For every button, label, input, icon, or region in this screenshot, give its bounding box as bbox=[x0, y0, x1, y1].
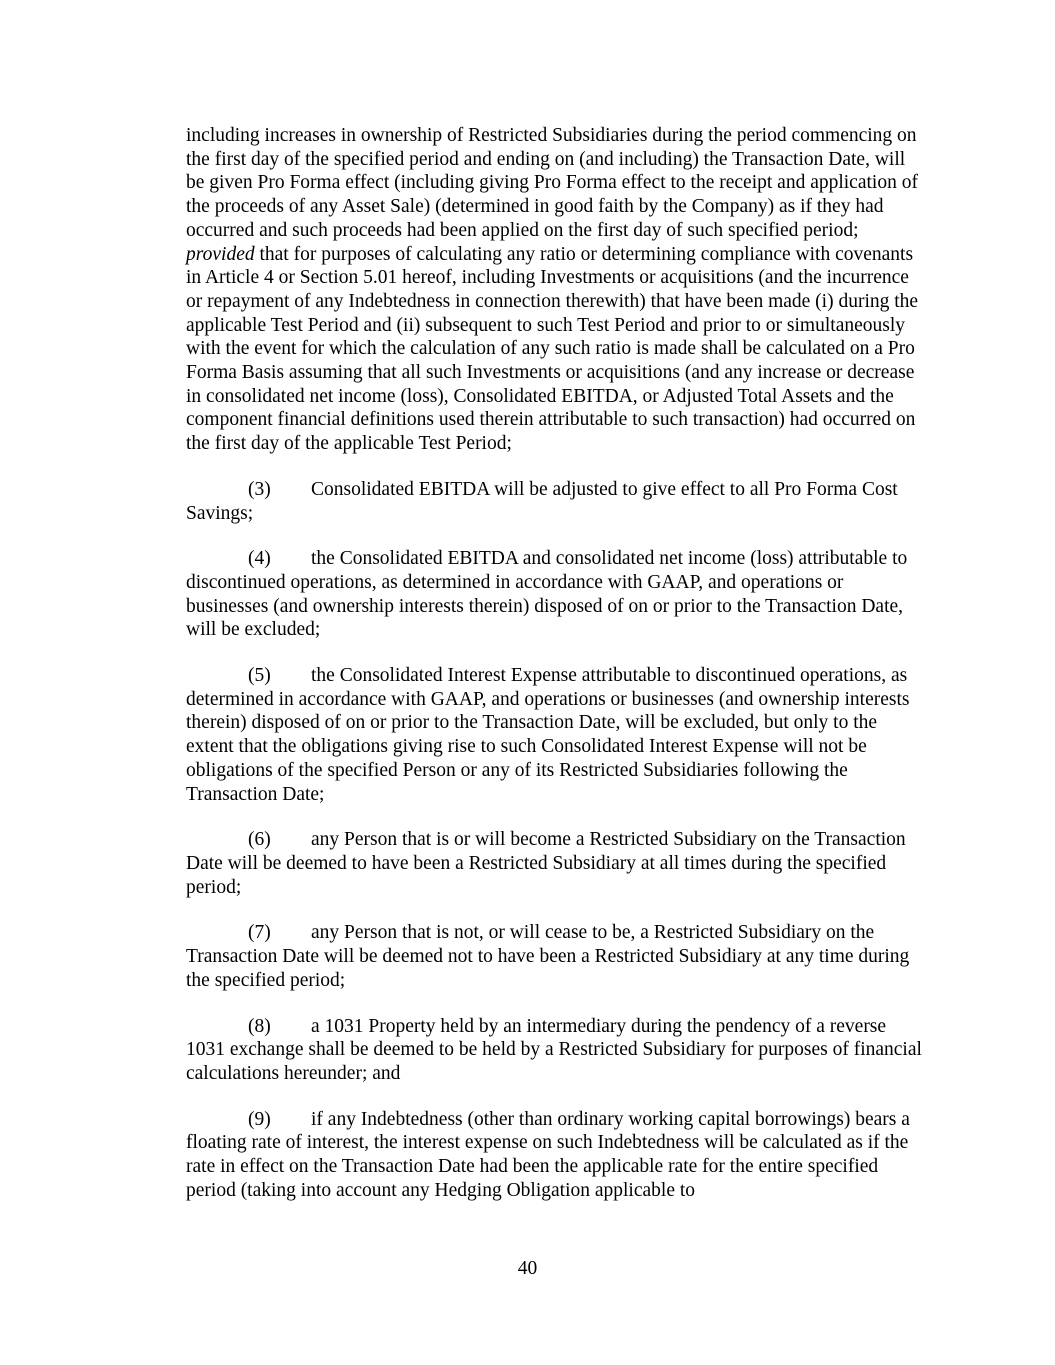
clause-6 bbox=[186, 828, 924, 899]
page-number: 40 bbox=[517, 1258, 538, 1279]
clause-text: Consolidated EBITDA will be adjusted to give effect to all Pro Forma Cost Savings; bbox=[186, 478, 898, 524]
clause-text: the Consolidated EBITDA and consolidated net income (loss) attributable to discontinued operations, as determined in accordance with GAAP, and operations or businesses (and ownership interests therein) disposed of on or prior to the Transaction Date, will be excluded; bbox=[186, 548, 908, 641]
clause-number: (9) bbox=[248, 1108, 271, 1130]
clause-8 bbox=[186, 1015, 924, 1086]
clause-number: (4) bbox=[248, 548, 271, 570]
clause-number: (8) bbox=[248, 1015, 271, 1037]
clause-text: a 1031 Property held by an intermediary during the pendency of a reverse 1031 exchange shall be deemed to be held by a Restricted Subsidiary for purposes of financial calculations hereunder; and bbox=[186, 1015, 922, 1084]
provided-italic: provided bbox=[186, 243, 255, 265]
clause-number: (5) bbox=[248, 665, 271, 687]
clause-4 bbox=[186, 547, 924, 642]
clause-number: (3) bbox=[248, 478, 271, 500]
continuation-text-start: including increases in ownership of Restricted Subsidiaries during the period commencing on the first day of the specified period and ending on (and including) the Transaction Date, will be given Pro Forma effect (including giving Pro Forma effect to the receipt and application of the proceeds of any Asset Sale) (determined in good faith by the Company) as if they had occurred and such proceeds had been applied on the first day of such specified period; bbox=[186, 125, 918, 241]
clause-text: any Person that is not, or will cease to be, a Restricted Subsidiary on the Transaction Date will be deemed not to have been a Restricted Subsidiary at any time during the specified period; bbox=[186, 922, 910, 991]
clause-3 bbox=[186, 478, 924, 525]
clause-5 bbox=[186, 664, 924, 806]
clause-7 bbox=[186, 921, 924, 992]
clause-text: the Consolidated Interest Expense attributable to discontinued operations, as determined in accordance with GAAP, and operations or businesses (and ownership interests therein) disposed of on or prior to the Transaction Date, will be excluded, but only to the extent that the obligations giving rise to such Consolidated Interest Expense will not be obligations of the specified Person or any of its Restricted Subsidiaries following the Transaction Date; bbox=[186, 665, 910, 805]
clause-number: (7) bbox=[248, 922, 271, 944]
clause-text: any Person that is or will become a Restricted Subsidiary on the Transaction Date will be deemed to have been a Restricted Subsidiary at all times during the specified period; bbox=[186, 829, 906, 898]
clause-9 bbox=[186, 1108, 924, 1203]
document-page bbox=[186, 124, 924, 1224]
continuation-text-end: that for purposes of calculating any ratio or determining compliance with covenants in Article 4 or Section 5.01 hereof, including Investments or acquisitions (and the incurrence or repayment of any Indebtedness in connection therewith) that have been made (i) during the applicable Test Period and (ii) subsequent to such Test Period and prior to or simultaneously with the event for which the calculation of any such ratio is made shall be calculated on a Pro Forma Basis assuming that all such Investments or acquisitions (and any increase or decrease in consolidated net income (loss), Consolidated EBITDA, or Adjusted Total Assets and the component financial definitions used therein attributable to such transaction) had occurred on the first day of the applicable Test Period; bbox=[186, 243, 919, 455]
clause-number: (6) bbox=[248, 829, 271, 851]
continuation-paragraph bbox=[186, 124, 924, 456]
clause-text: if any Indebtedness (other than ordinary working capital borrowings) bears a floating rate of interest, the interest expense on such Indebtedness will be calculated as if the rate in effect on the Transaction Date had been the applicable rate for the entire specified period (taking into account any Hedging Obligation applicable to bbox=[186, 1108, 910, 1201]
